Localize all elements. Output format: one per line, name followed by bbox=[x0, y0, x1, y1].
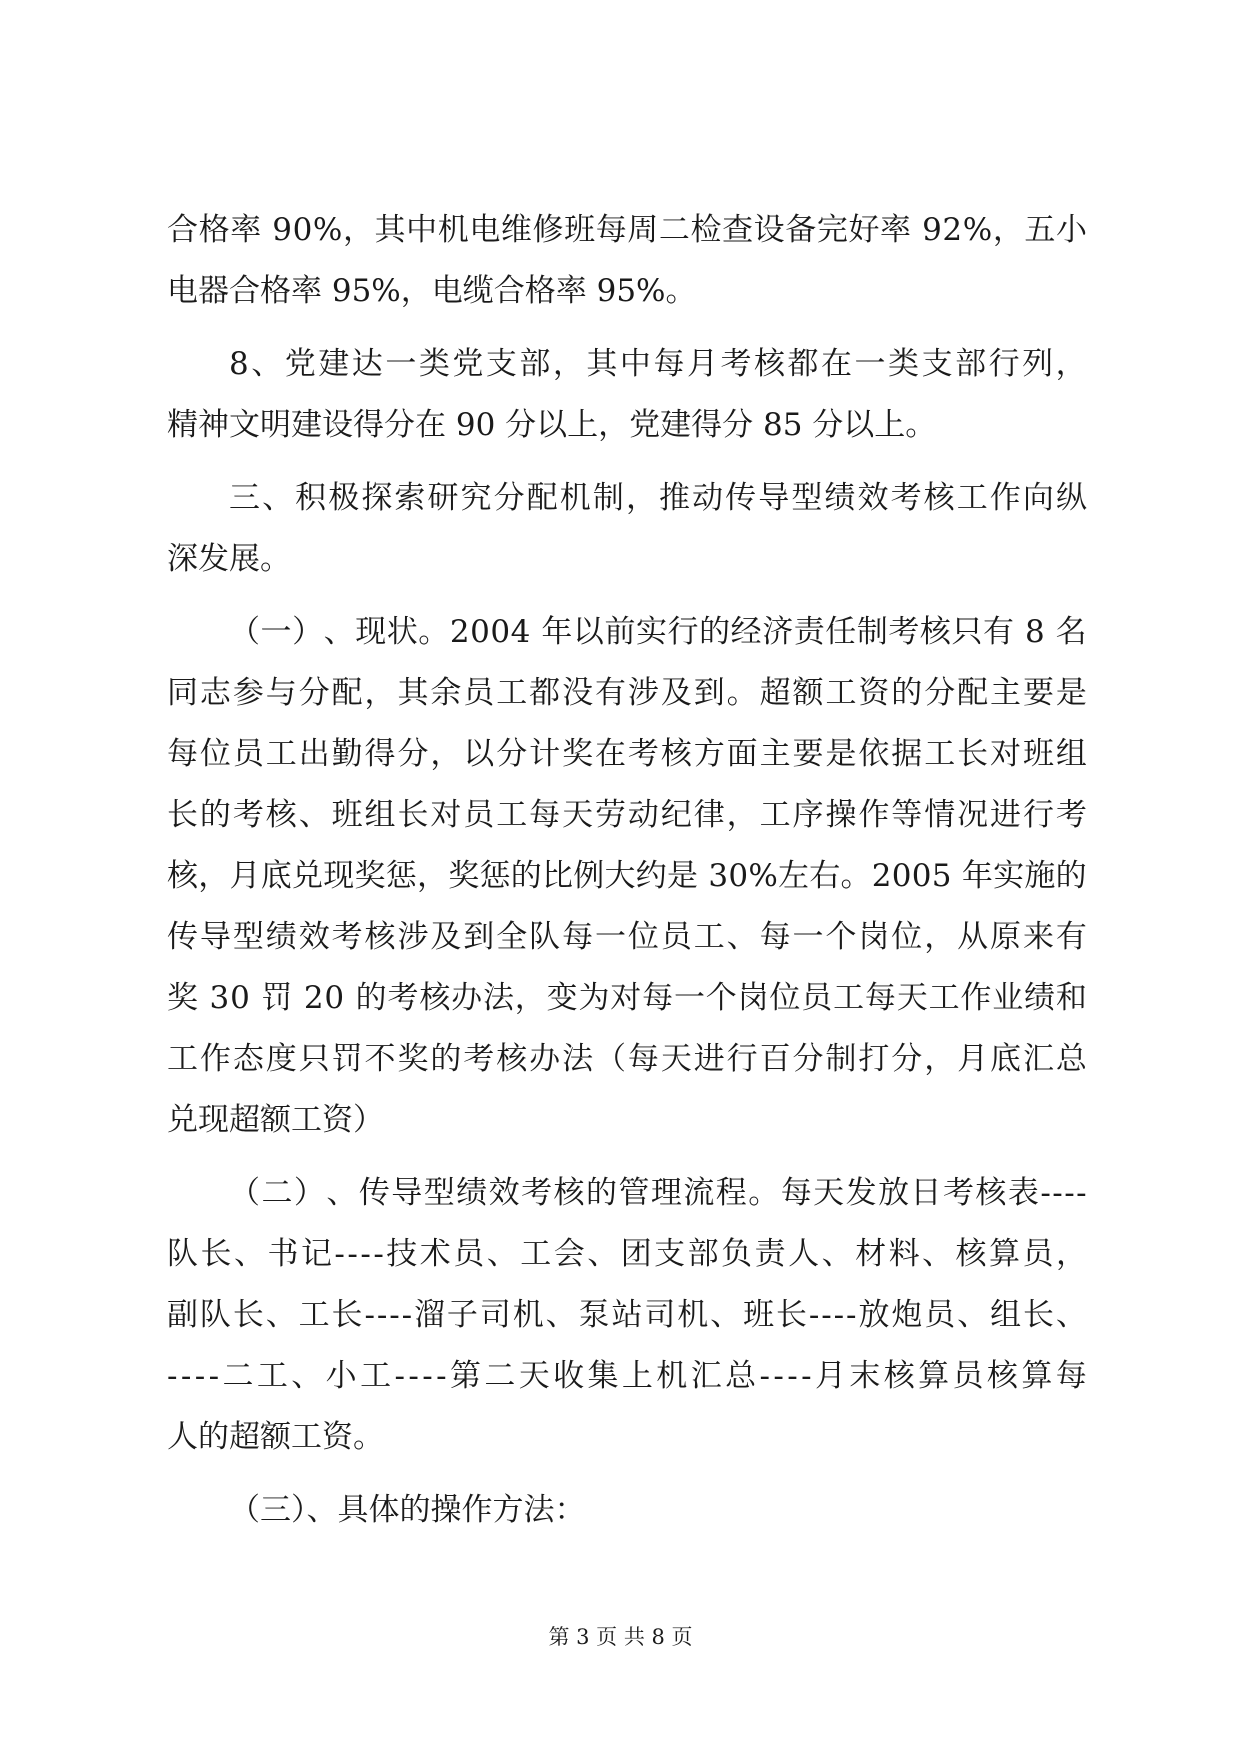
paragraph-line: 电器合格率 95%，电缆合格率 95%。 bbox=[167, 273, 697, 309]
paragraph-pass-rates bbox=[167, 200, 1087, 322]
document-body bbox=[167, 200, 1087, 1541]
paragraph-line: 奖 3 0 罚 2 0 的 考 核 办 法 ， 变 为 对 每 一 个 岗 位 员 工 每 天 工 作 业 绩 和 bbox=[167, 980, 1087, 1016]
paragraph-line: - - - - 二 工 、 小 工 - - - - 第 二 天 收 集 上 机 汇 总 - - - - 月 末 核 算 员 核 算 每 bbox=[167, 1358, 1087, 1394]
paragraph-line: 同 志 参 与 分 配 ， 其 余 员 工 都 没 有 涉 及 到 。 超 额 工 资 的 分 配 主 要 是 bbox=[167, 675, 1087, 711]
paragraph-line: 三 、 积 极 探 索 研 究 分 配 机 制 ， 推 动 传 导 型 绩 效 考 核 工 作 向 纵 bbox=[229, 480, 1087, 516]
paragraph-current-status bbox=[167, 602, 1087, 1151]
paragraph-line: （ 二 ） 、 传 导 型 绩 效 考 核 的 管 理 流 程 。 每 天 发 放 日 考 核 表 - - - - bbox=[229, 1175, 1087, 1211]
paragraph-line: 每 位 员 工 出 勤 得 分 ， 以 分 计 奖 在 考 核 方 面 主 要 是 依 据 工 长 对 班 组 bbox=[167, 736, 1087, 772]
paragraph-line: 传 导 型 绩 效 考 核 涉 及 到 全 队 每 一 位 员 工 、 每 一 个 岗 位 ， 从 原 来 有 bbox=[167, 919, 1087, 955]
paragraph-line: 工 作 态 度 只 罚 不 奖 的 考 核 办 法 （ 每 天 进 行 百 分 制 打 分 ， 月 底 汇 总 bbox=[167, 1041, 1087, 1077]
paragraph-line: 长 的 考 核 、 班 组 长 对 员 工 每 天 劳 动 纪 律 ， 工 序 操 作 等 情 况 进 行 考 bbox=[167, 797, 1087, 833]
paragraph-operation-method bbox=[167, 1480, 1087, 1541]
paragraph-party-building bbox=[167, 334, 1087, 456]
page-number-footer: 第 3 页 共 8 页 bbox=[548, 1625, 693, 1649]
paragraph-management-flow bbox=[167, 1163, 1087, 1468]
paragraph-line: 精神文明建设得分在 90 分以上，党建得分 85 分以上。 bbox=[167, 407, 937, 443]
paragraph-line: 深发展。 bbox=[167, 541, 291, 577]
paragraph-line: 兑现超额工资） bbox=[167, 1102, 384, 1138]
paragraph-line: （三）、具体的操作方法： bbox=[229, 1492, 586, 1528]
section-heading-3 bbox=[167, 468, 1087, 590]
paragraph-line: （ 一 ） 、 现 状 。 2 0 0 4 年 以 前 实 行 的 经 济 责 任 制 考 核 只 有 8 名 bbox=[229, 614, 1087, 650]
paragraph-line: 8 、 党 建 达 一 类 党 支 部 ， 其 中 每 月 考 核 都 在 一 类 支 部 行 列 ， bbox=[229, 346, 1087, 382]
paragraph-line: 队 长 、 书 记 - - - - 技 术 员 、 工 会 、 团 支 部 负 责 人 、 材 料 、 核 算 员 ， bbox=[167, 1236, 1087, 1272]
paragraph-line: 人的超额工资。 bbox=[167, 1419, 384, 1455]
paragraph-line: 合 格 率 9 0 % ， 其 中 机 电 维 修 班 每 周 二 检 查 设 备 完 好 率 9 2 % ， 五 小 bbox=[167, 212, 1087, 248]
paragraph-line: 核 ， 月 底 兑 现 奖 惩 ， 奖 惩 的 比 例 大 约 是 3 0 % 左 右 。 2 0 0 5 年 实 施 的 bbox=[167, 858, 1087, 894]
paragraph-line: 副 队 长 、 工 长 - - - - 溜 子 司 机 、 泵 站 司 机 、 班 长 - - - - 放 炮 员 、 组 长 、 bbox=[167, 1297, 1087, 1333]
